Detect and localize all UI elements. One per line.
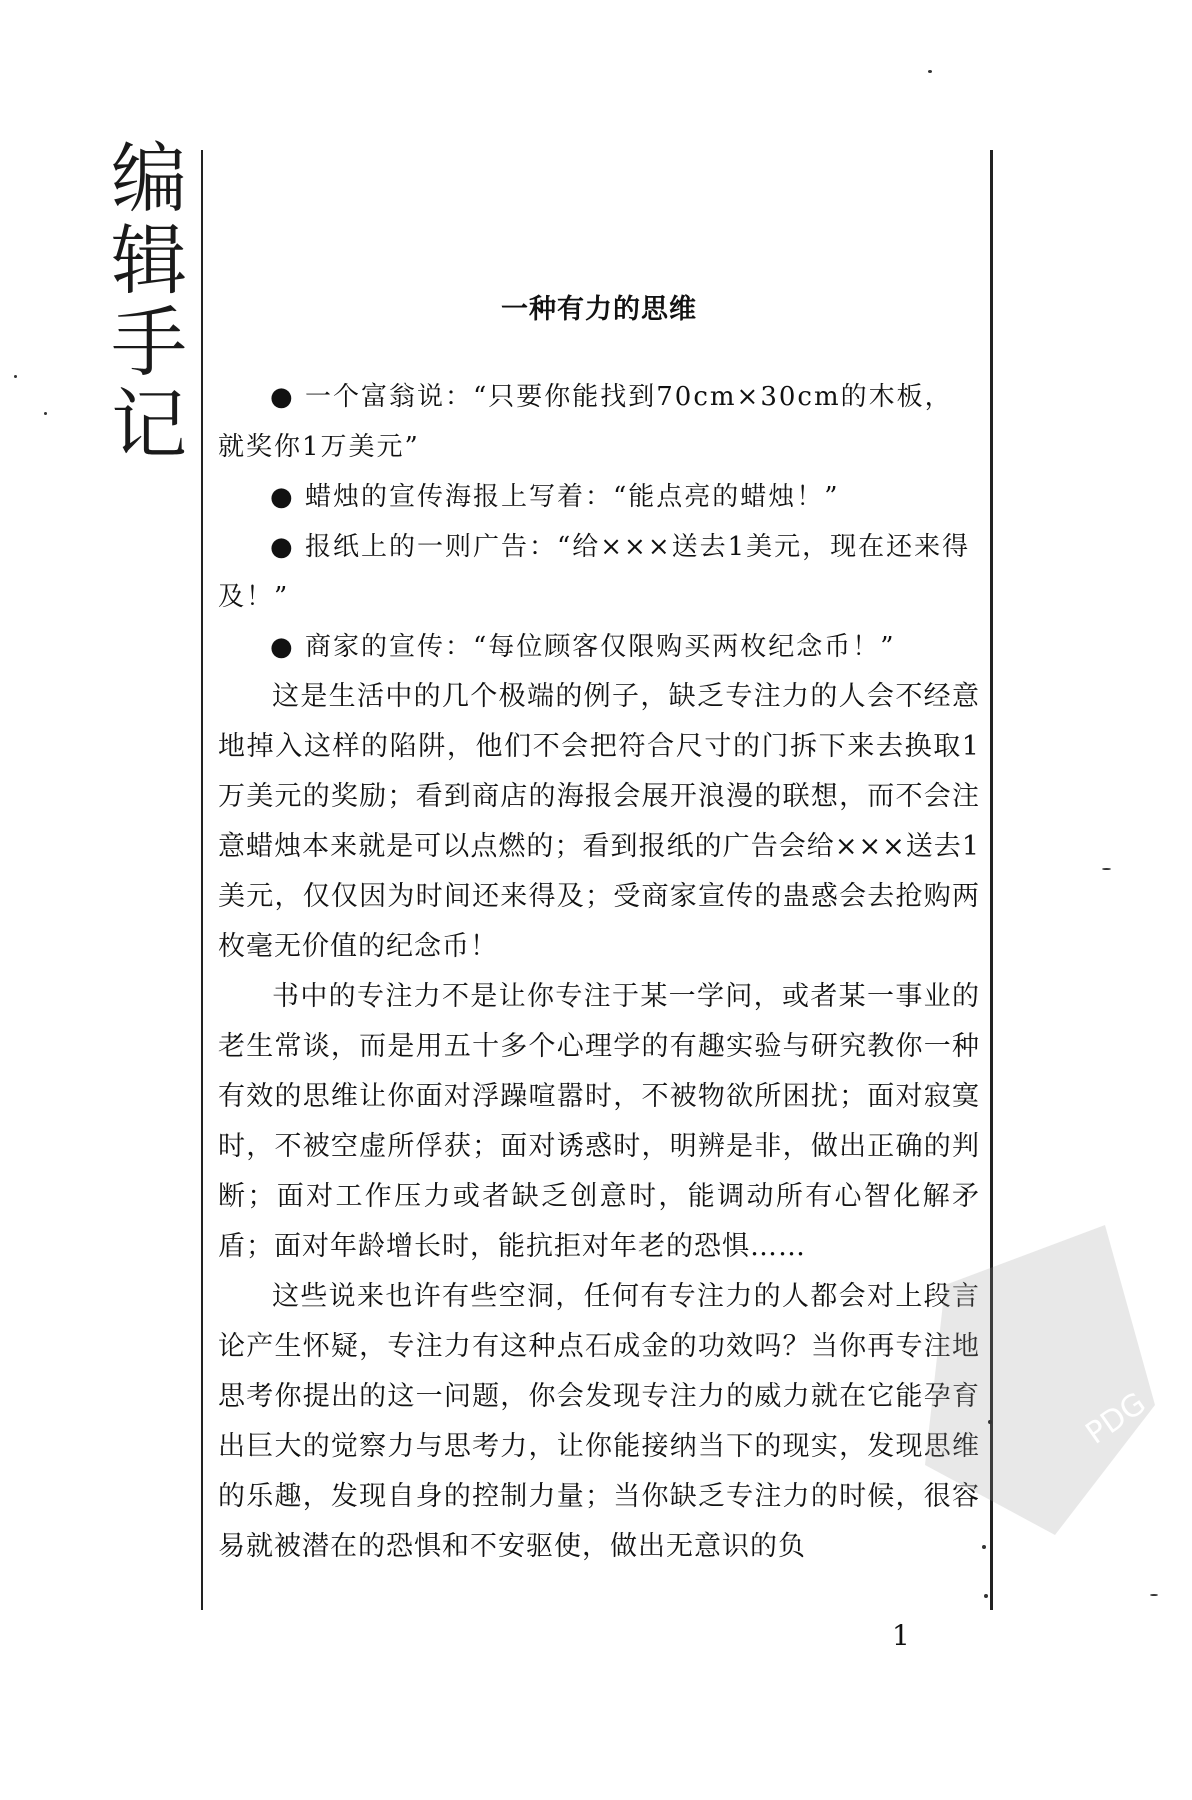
watermark-text: PDG xyxy=(1079,1385,1153,1452)
article-title: 一种有力的思维 xyxy=(501,294,697,325)
scan-speck xyxy=(44,412,47,415)
side-title-char-4: 记 xyxy=(111,380,187,469)
article-body xyxy=(218,290,980,1572)
scan-speck xyxy=(1150,1594,1158,1596)
side-section-title xyxy=(108,134,190,469)
right-vertical-rule xyxy=(990,150,993,1610)
side-title-char-3: 手 xyxy=(111,298,187,387)
scan-speck xyxy=(14,375,17,378)
scan-speck xyxy=(982,1545,986,1549)
side-title-char-2: 辑 xyxy=(111,216,187,305)
left-vertical-rule xyxy=(201,150,203,1610)
bullet-item: ● 蜡烛的宣传海报上写着：“能点亮的蜡烛！” xyxy=(270,482,840,512)
scan-speck xyxy=(1102,868,1111,870)
body-paragraph: 书中的专注力不是让你专注于某一学问，或者某一事业的老生常谈，而是用五十多个心理学的有趣实验与研究教你一种有效的思维让你面对浮躁喧嚣时，不被物欲所困扰；面对寂寞时，不被空虚所俘获；面对诱惑时，明辨是非，做出正确的判断；面对工作压力或者缺乏创意时，能调动所有心智化解矛盾；面对年龄增长时，能抗拒对年老的恐惧…… xyxy=(218,981,980,1262)
page-number: 1 xyxy=(892,1619,910,1652)
scan-speck xyxy=(984,1594,988,1598)
side-title-char-1: 编 xyxy=(111,134,187,223)
scan-speck xyxy=(988,1420,992,1424)
body-paragraph: 这是生活中的几个极端的例子，缺乏专注力的人会不经意地掉入这样的陷阱，他们不会把符合尺寸的门拆下来去换取1万美元的奖励；看到商店的海报会展开浪漫的联想，而不会注意蜡烛本来就是可以点燃的；看到报纸的广告会给×××送去1美元，仅仅因为时间还来得及；受商家宣传的蛊惑会去抢购两枚毫无价值的纪念币！ xyxy=(218,681,980,962)
body-paragraph: 这些说来也许有些空洞，任何有专注力的人都会对上段言论产生怀疑，专注力有这种点石成金的功效吗？当你再专注地思考你提出的这一问题，你会发现专注力的威力就在它能孕育出巨大的觉察力与思考力，让你能接纳当下的现实，发现思维的乐趣，发现自身的控制力量；当你缺乏专注力的时候，很容易就被潜在的恐惧和不安驱使，做出无意识的负 xyxy=(218,1281,980,1562)
scan-speck xyxy=(928,70,932,73)
bullet-item: ● 商家的宣传：“每位顾客仅限购买两枚纪念币！” xyxy=(270,632,896,662)
bullet-item: ● 报纸上的一则广告：“给×××送去1美元，现在还来得及！” xyxy=(218,532,971,612)
bullet-item: ● 一个富翁说：“只要你能找到70cm×30cm的木板，就奖你1万美元” xyxy=(218,382,953,462)
